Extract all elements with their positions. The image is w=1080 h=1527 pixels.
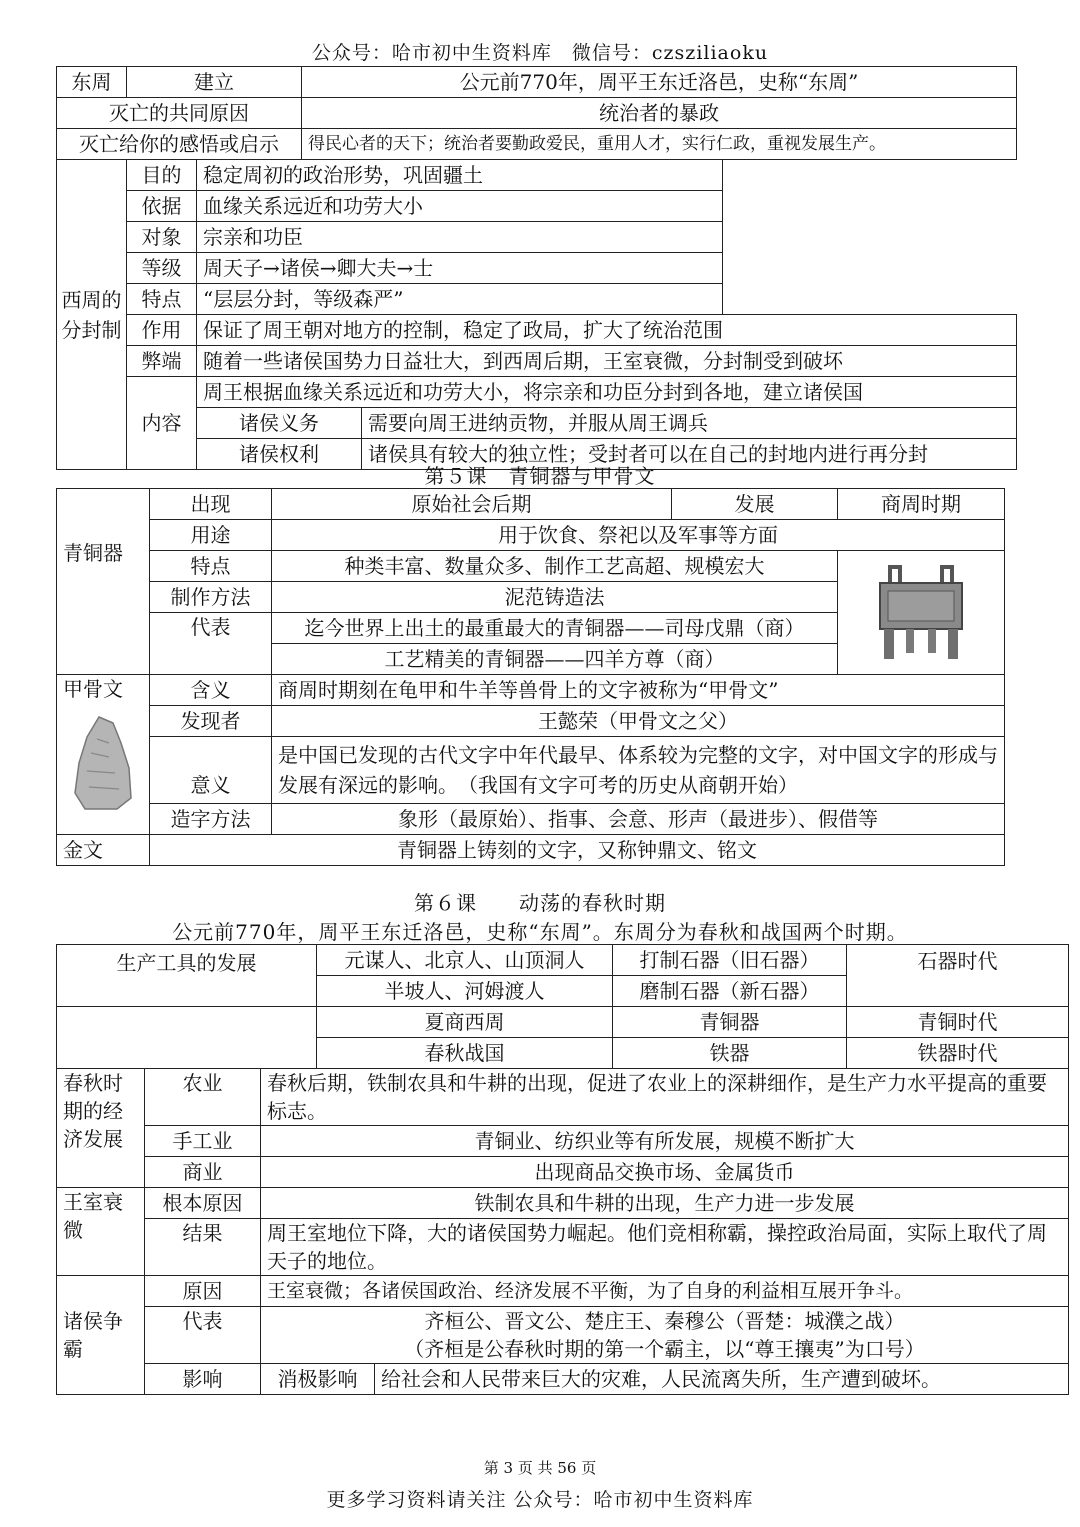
cell-row-value: 随着一些诸侯国势力日益壮大，到西周后期，王室衰微，分封制受到破坏 <box>197 346 1017 377</box>
cell-tedian: 特点 <box>150 551 272 582</box>
cell-daibiao: 代表 <box>150 613 272 675</box>
cell-row-value: 宗亲和功臣 <box>197 222 723 253</box>
oracle-bone-icon <box>69 713 139 813</box>
cell-jieguo-value: 周王室地位下降，大的诸侯国势力崛起。他们竞相称霸，操控政治局面，实际上取代了周天子的地位。 <box>261 1219 1069 1276</box>
cell-zaozi-value: 象形（最原始）、指事、会意、形声（最进步）、假借等 <box>272 804 1005 835</box>
page-footer: 更多学习资料请关注 公众号：哈市初中生资料库 <box>326 1489 754 1511</box>
cell-daibiao: 代表 <box>145 1307 261 1364</box>
cell-zhizuo: 制作方法 <box>150 582 272 613</box>
cell-row-key: 弊端 <box>127 346 197 377</box>
cell-fazhan: 发展 <box>672 489 838 520</box>
lesson6-intro: 公元前770年，周平王东迁洛邑，史称“东周”。东周分为春秋和战国两个时期。 <box>172 920 908 944</box>
cell-empty <box>57 1038 317 1069</box>
cell-row-value: 稳定周初的政治形势，巩固疆土 <box>197 160 723 191</box>
cell-nongye-value: 春秋后期，铁制农具和牛耕的出现，促进了农业上的深耕细作，是生产力水平提高的重要标志。 <box>261 1069 1069 1126</box>
cell-common-cause: 灭亡的共同原因 <box>57 98 302 129</box>
cell-zhengba-label: 诸侯争霸 <box>57 1276 145 1395</box>
bronze-ding-icon <box>866 563 976 663</box>
lesson5-title: 第５课 青铜器与甲骨文 <box>424 464 656 488</box>
cell-yiyi-value: 是中国已发现的古代文字中年代最早、体系较为完整的文字，对中国文字的形成与发展有深远的影响。 （我国有文字可考的历史从商朝开始） <box>272 737 1005 804</box>
cell-genben-value: 铁制农具和牛耕的出现，生产力进一步发展 <box>261 1188 1069 1219</box>
cell-yiwu: 诸侯义务 <box>197 408 362 439</box>
cell-tool-b: 打制石器（旧石器） <box>613 945 847 976</box>
cell-shougong-value: 青铜业、纺织业等有所发展，规模不断扩大 <box>261 1126 1069 1157</box>
cell-tool-c: 铁器时代 <box>847 1038 1069 1069</box>
cell-wangshi-label: 王室衰微 <box>57 1188 145 1276</box>
cell-tool-b: 磨制石器（新石器） <box>613 976 847 1007</box>
table-chunqiu <box>56 944 1069 1395</box>
cell-nongye: 农业 <box>145 1069 261 1126</box>
cell-xiaoji-value: 给社会和人民带来巨大的灾难，人民流离失所，生产遭到破坏。 <box>375 1364 1069 1395</box>
cell-row-value: 保证了周王朝对地方的控制，稳定了政局，扩大了统治范围 <box>197 315 1017 346</box>
cell-tool-c: 青铜时代 <box>847 1007 1069 1038</box>
cell-daibiao-value-1: 迄今世界上出土的最重最大的青铜器——司母戊鼎（商） <box>272 613 838 644</box>
cell-row-key: 特点 <box>127 284 197 315</box>
cell-yuanyin: 原因 <box>145 1276 261 1307</box>
cell-daibiao-values <box>261 1307 1069 1364</box>
cell-shangye: 商业 <box>145 1157 261 1188</box>
cell-tool-a: 夏商西周 <box>317 1007 613 1038</box>
cell-chuxian-value: 原始社会后期 <box>272 489 672 520</box>
cell-quanli: 诸侯权利 <box>197 439 362 470</box>
cell-row-key: 目的 <box>127 160 197 191</box>
cell-yongtu: 用途 <box>150 520 272 551</box>
cell-shangye-value: 出现商品交换市场、金属货币 <box>261 1157 1069 1188</box>
cell-insight: 灭亡给你的感悟或启示 <box>57 129 302 160</box>
cell-shougong: 手工业 <box>145 1126 261 1157</box>
cell-common-cause-value: 统治者的暴政 <box>302 98 1017 129</box>
cell-jinwen-value: 青铜器上铸刻的文字，又称钟鼎文、铭文 <box>150 835 1005 866</box>
cell-jinwen: 金文 <box>57 835 150 866</box>
cell-stone-age: 石器时代 <box>847 945 1069 1007</box>
cell-insight-value: 得民心者的天下；统治者要勤政爱民，重用人才，实行仁政，重视发展生产。 <box>302 129 1017 160</box>
cell-bronze-label: 青铜器 <box>57 489 150 675</box>
cell-tools-label: 生产工具的发展 <box>57 945 317 1007</box>
daibiao-line-1: 齐桓公、晋文公、楚庄王、秦穆公（晋楚：城濮之战） <box>424 1309 905 1333</box>
table-zhou-fengjian <box>56 66 1017 470</box>
cell-fengjian-label: 西周的分封制 <box>57 160 127 470</box>
cell-tedian-value: 种类丰富、数量众多、制作工艺高超、规模宏大 <box>272 551 838 582</box>
cell-row-key: 作用 <box>127 315 197 346</box>
cell-jianli: 建立 <box>127 67 302 98</box>
cell-jiagu-label <box>57 675 150 835</box>
cell-genben: 根本原因 <box>145 1188 261 1219</box>
daibiao-line-2: （齐桓是公春秋时期的第一个霸主，以“尊王攘夷”为口号） <box>404 1337 925 1361</box>
jiagu-label-text: 甲骨文 <box>63 677 123 701</box>
cell-xiaoji: 消极影响 <box>261 1364 375 1395</box>
cell-daibiao-value-2: 工艺精美的青铜器——四羊方尊（商） <box>272 644 838 675</box>
cell-row-key: 等级 <box>127 253 197 284</box>
cell-row-value: “层层分封，等级森严” <box>197 284 723 315</box>
cell-dongzhou: 东周 <box>57 67 127 98</box>
cell-hanyi: 含义 <box>150 675 272 706</box>
cell-yiwu-value: 需要向周王进纳贡物，并服从周王调兵 <box>362 408 1017 439</box>
cell-row-value: 血缘关系远近和功劳大小 <box>197 191 723 222</box>
cell-neirong-value: 周王根据血缘关系远近和功劳大小，将宗亲和功臣分封到各地，建立诸侯国 <box>197 377 1017 408</box>
cell-yingxiang: 影响 <box>145 1364 261 1395</box>
cell-yiyi: 意义 <box>150 737 272 804</box>
cell-faxian-value: 王懿荣（甲骨文之父） <box>272 706 1005 737</box>
cell-tool-a: 元谋人、北京人、山顶洞人 <box>317 945 613 976</box>
cell-row-key: 对象 <box>127 222 197 253</box>
cell-empty <box>57 1007 317 1038</box>
cell-faxian: 发现者 <box>150 706 272 737</box>
cell-econ-label: 春秋时期的经济发展 <box>57 1069 145 1188</box>
cell-yuanyin-value: 王室衰微；各诸侯国政治、经济发展不平衡，为了自身的利益相互展开争斗。 <box>261 1276 1069 1307</box>
cell-zaozi: 造字方法 <box>150 804 272 835</box>
cell-yongtu-value: 用于饮食、祭祀以及军事等方面 <box>272 520 1005 551</box>
cell-tool-b: 青铜器 <box>613 1007 847 1038</box>
cell-row-key: 依据 <box>127 191 197 222</box>
cell-row-value: 周天子→诸侯→卿大夫→士 <box>197 253 723 284</box>
cell-hanyi-value: 商周时期刻在龟甲和牛羊等兽骨上的文字被称为“甲骨文” <box>272 675 1005 706</box>
cell-chuxian: 出现 <box>150 489 272 520</box>
cell-tool-a: 春秋战国 <box>317 1038 613 1069</box>
cell-fazhan-value: 商周时期 <box>838 489 1005 520</box>
table-bronze-oracle <box>56 488 1005 866</box>
cell-tool-a: 半坡人、河姆渡人 <box>317 976 613 1007</box>
cell-empty <box>723 160 1017 315</box>
cell-jieguo: 结果 <box>145 1219 261 1276</box>
cell-tool-b: 铁器 <box>613 1038 847 1069</box>
cell-jianli-value: 公元前770年，周平王东迁洛邑，史称“东周” <box>302 67 1017 98</box>
cell-neirong: 内容 <box>127 377 197 470</box>
cell-quanli-value: 诸侯具有较大的独立性；受封者可以在自己的封地内进行再分封 <box>362 439 1017 470</box>
cell-zhizuo-value: 泥范铸造法 <box>272 582 838 613</box>
page-header: 公众号：哈市初中生资料库 微信号：czsziliaoku <box>311 42 769 64</box>
page-number: 第 3 页 共 56 页 <box>483 1459 597 1477</box>
lesson6-title: 第６课 动荡的春秋时期 <box>414 891 666 915</box>
cell-ding-image <box>838 551 1005 675</box>
